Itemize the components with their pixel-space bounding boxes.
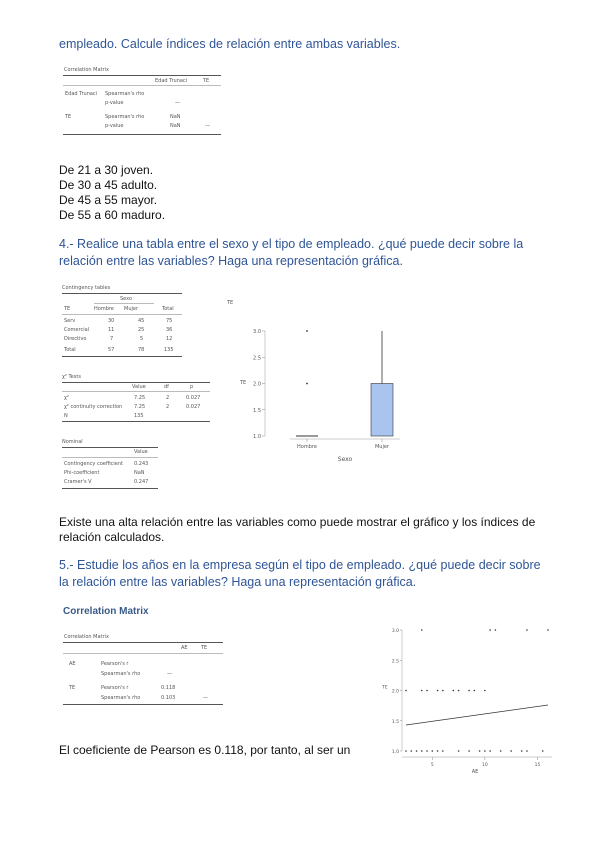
data-point xyxy=(479,750,481,752)
box-mujer xyxy=(371,384,393,437)
data-point xyxy=(453,690,455,692)
data-point xyxy=(431,750,433,752)
x-tick-label: 5 xyxy=(430,763,434,768)
outlier-point xyxy=(306,330,308,332)
heading: Correlation Matrix xyxy=(63,606,149,617)
cell: — xyxy=(175,100,180,106)
row-label: TE xyxy=(69,685,76,691)
x-tick-label: Hombre xyxy=(297,444,317,450)
data-point xyxy=(484,690,486,692)
x-axis-label: AE xyxy=(471,769,479,775)
data-point xyxy=(405,690,407,692)
cell: — xyxy=(203,695,208,701)
cell: 0.103 xyxy=(161,695,176,701)
y-tick-label: 1.0 xyxy=(391,750,399,755)
x-tick-label: 10 xyxy=(482,763,488,768)
age-range-list xyxy=(59,163,165,223)
data-point xyxy=(410,750,412,752)
row-sub: Spearman's rho xyxy=(101,671,141,677)
chart-title: TE xyxy=(227,300,234,306)
data-point xyxy=(421,629,423,631)
data-point xyxy=(468,750,470,752)
contingency-table: Contingency tables Sexo TE Hombre Mujer Total Serv 30 45 75 Comercial 11 25 36 Directivo 7 5 12 Total 57 78 135 xyxy=(62,285,182,357)
row-sub: Spearman's rho xyxy=(105,114,145,120)
data-point xyxy=(521,750,523,752)
conclusion-4: Existe una alta relación entre las variables como puede mostrar el gráfico y los índices de relación calculados. xyxy=(59,515,536,544)
col-header: df xyxy=(164,384,169,390)
age-range-item: De 45 a 55 mayor. xyxy=(59,193,158,207)
row-label: TE xyxy=(65,114,72,120)
x-tick-label: 15 xyxy=(534,763,541,768)
y-tick-label: 2.5 xyxy=(391,659,399,665)
data-point xyxy=(495,629,497,631)
data-point xyxy=(526,629,528,631)
trend-line xyxy=(406,705,548,725)
x-axis-label: Sexo xyxy=(337,456,353,463)
y-tick-label: 2.0 xyxy=(253,381,261,388)
y-tick-label: 3.0 xyxy=(391,629,399,634)
data-point xyxy=(489,750,491,752)
col-header: Value xyxy=(132,384,146,390)
y-axis-label: TE xyxy=(382,685,388,691)
cell: — xyxy=(205,123,210,129)
data-point xyxy=(416,750,418,752)
age-range-item: De 30 a 45 adulto. xyxy=(59,178,158,192)
col-header: TE xyxy=(64,306,71,312)
y-tick-label: 2.5 xyxy=(253,355,261,362)
data-point xyxy=(468,690,470,692)
table-title: χ² Tests xyxy=(62,374,81,380)
data-point xyxy=(547,629,549,631)
data-point xyxy=(458,750,460,752)
age-range-item: De 55 a 60 maduro. xyxy=(59,208,166,222)
y-tick-label: 1.5 xyxy=(253,407,261,414)
y-tick-label: 2.0 xyxy=(391,689,399,695)
intro-line: empleado. Calcule índices de relación entre ambas variables. xyxy=(59,37,401,51)
nominal-table: Nominal Value Contingency coefficient 0.243 Phi-coefficient NaN Cramer's V 0.247 xyxy=(62,439,158,489)
row-sub: Spearman's rho xyxy=(101,695,141,701)
age-range-item: De 21 a 30 joven. xyxy=(59,163,154,177)
data-point xyxy=(510,750,512,752)
col-header: AE xyxy=(181,645,188,651)
table-title: Correlation Matrix xyxy=(64,67,109,73)
table-title: Contingency tables xyxy=(62,285,111,291)
data-point xyxy=(426,690,428,692)
final-text: El coeficiente de Pearson es 0.118, por tanto, al ser un xyxy=(59,743,351,757)
cell: 0.118 xyxy=(161,685,176,691)
data-point xyxy=(484,750,486,752)
row-sub: Pearson's r xyxy=(101,661,129,667)
row-label: AE xyxy=(69,661,76,667)
boxplot-chart xyxy=(220,294,420,464)
y-tick-label: 1.5 xyxy=(391,719,399,725)
scatter-chart xyxy=(380,620,560,782)
data-point xyxy=(442,750,444,752)
col-header: Edad Trunaci xyxy=(155,78,188,84)
chi-square-table: χ² Tests Value df p χ² 7.25 2 0.027 χ² continuity correction 7.25 2 0.027 N 135 xyxy=(62,374,210,422)
col-header: Mujer xyxy=(124,306,139,312)
data-point xyxy=(489,629,491,631)
outlier-point xyxy=(306,383,308,385)
group-header: Sexo xyxy=(120,296,133,302)
cell: NaN xyxy=(170,123,181,129)
col-header: Hombre xyxy=(94,306,114,312)
data-point xyxy=(442,690,444,692)
col-header: Value xyxy=(134,449,148,455)
y-tick-label: 1.0 xyxy=(253,434,261,440)
data-point xyxy=(437,690,439,692)
row-label: Edad Trunaci xyxy=(65,91,98,97)
col-header: TE xyxy=(201,645,208,651)
x-tick-label: Mujer xyxy=(374,444,390,450)
data-point xyxy=(458,690,460,692)
data-point xyxy=(421,750,423,752)
cell: — xyxy=(167,671,172,677)
data-point xyxy=(542,750,544,752)
correlation-table-2 xyxy=(63,606,223,706)
row-sub: p-value xyxy=(105,123,124,129)
y-tick-label: 3.0 xyxy=(253,329,261,335)
data-point xyxy=(405,750,407,752)
row-sub: Spearman's rho xyxy=(105,91,145,97)
data-point xyxy=(526,750,528,752)
data-point xyxy=(437,750,439,752)
data-point xyxy=(421,690,423,692)
question-5: 5.- Estudie los años en la empresa según el tipo de empleado. ¿qué puede decir sobre la relación entre las variables? Haga una representación gráfica. xyxy=(59,558,541,589)
row-sub: p-value xyxy=(105,100,124,106)
table-title: Correlation Matrix xyxy=(64,634,109,640)
y-axis-label: TE xyxy=(240,380,247,386)
col-header: Total xyxy=(162,306,174,312)
correlation-table-1 xyxy=(63,66,221,136)
col-header: p xyxy=(190,384,194,390)
question-4: 4.- Realice una tabla entre el sexo y el tipo de empleado. ¿qué puede decir sobre la relación entre las variables? Haga una representación gráfica. xyxy=(59,237,524,268)
data-point xyxy=(474,690,476,692)
cell: NaN xyxy=(170,114,181,120)
data-point xyxy=(500,750,502,752)
data-point xyxy=(426,750,428,752)
col-header: TE xyxy=(203,78,210,84)
table-title: Nominal xyxy=(62,439,83,445)
row-sub: Pearson's r xyxy=(101,685,129,691)
